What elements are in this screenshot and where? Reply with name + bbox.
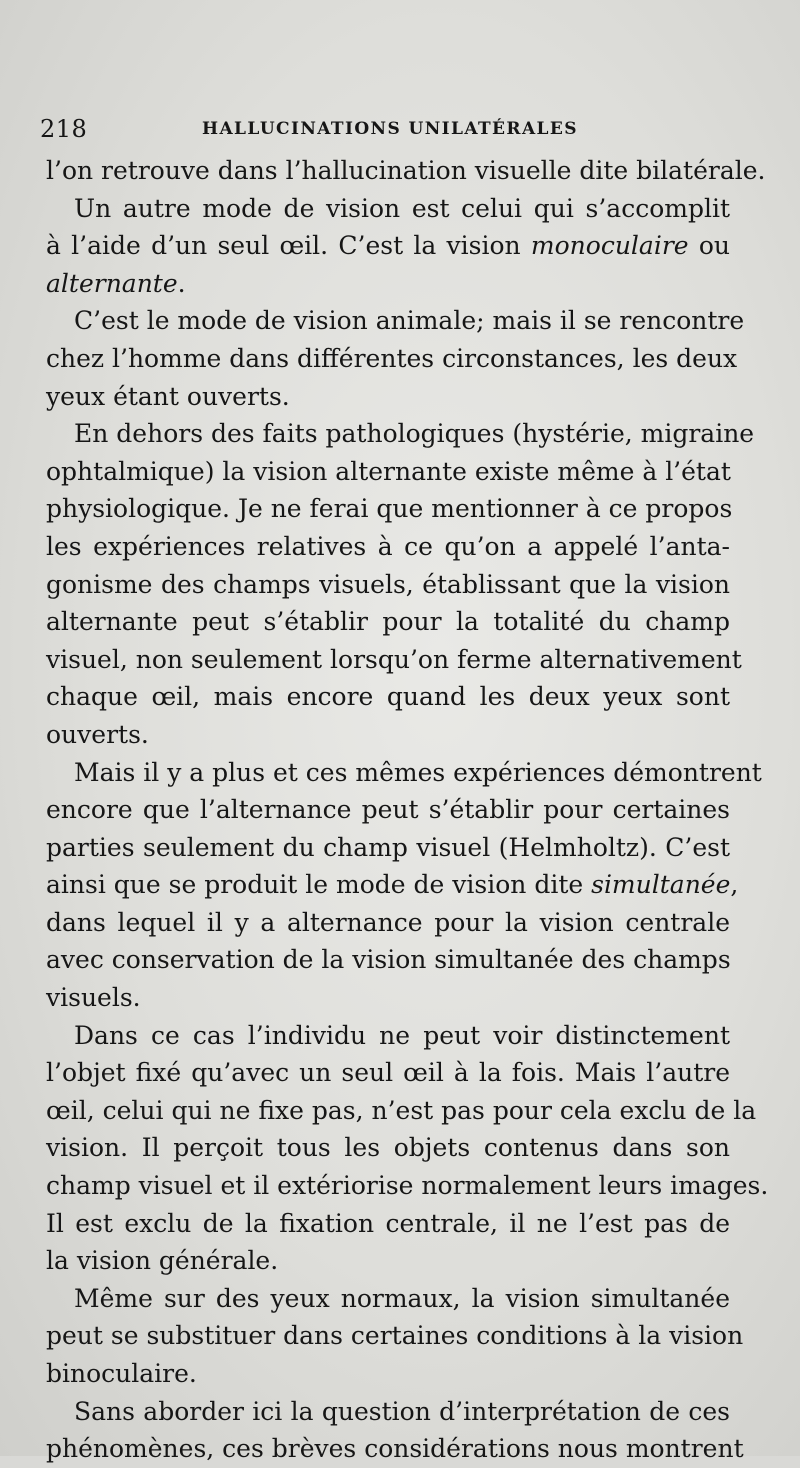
text-line-main: C’est le mode de vision animale; mais il se rencontre [74, 306, 745, 336]
text-line [46, 302, 745, 340]
page-number: 218 [40, 115, 88, 143]
text-line-main: peut se substituer dans certaines conditions à la vision [46, 1321, 744, 1351]
text-line [46, 641, 742, 679]
text-line-main: visuel, non seulement lorsqu’on ferme alternativement [46, 644, 742, 674]
text-line-main: encore que l’alternance peut s’établir pour certaines [46, 795, 730, 825]
text-line-main: champ visuel et il extériorise normalement leurs images. [46, 1171, 769, 1201]
text-line-main: l’objet fixé qu’avec un seul œil à la fois. Mais l’autre [46, 1058, 730, 1088]
text-line [46, 265, 730, 303]
text-line [46, 1205, 730, 1243]
text-line [46, 1242, 730, 1280]
text-line [46, 754, 762, 792]
text-line-main: la vision générale. [46, 1246, 279, 1276]
text-line [46, 791, 730, 829]
text-line-main: chez l’homme dans différentes circonstances, les deux [46, 343, 738, 373]
text-line [46, 1317, 744, 1355]
text-line-main: physiologique. Je ne ferai que mentionner à ce propos [46, 494, 733, 524]
text-line-main: l’on retrouve dans l’hallucination visuelle dite bilatérale. [46, 156, 766, 185]
text-line [46, 378, 730, 416]
text-line [46, 678, 730, 716]
text-line [46, 1393, 730, 1431]
body-text [46, 152, 769, 1468]
text-line [46, 904, 730, 942]
text-line-after: ou [688, 231, 730, 261]
text-line [46, 490, 733, 528]
text-line-main: yeux étant ouverts. [46, 381, 290, 411]
text-line-main: à l’aide d’un seul œil. C’est la vision [46, 231, 531, 261]
text-line-main: Sans aborder ici la question d’interprétation de ces [74, 1396, 730, 1426]
text-line-main: alternante peut s’établir pour la totalité du champ [46, 607, 730, 637]
text-line-main: binoculaire. [46, 1359, 197, 1388]
text-line-main: Il est exclu de la fixation centrale, il ne l’est pas de [46, 1208, 730, 1238]
text-line-main: ouverts. [46, 719, 149, 749]
text-line [46, 566, 730, 604]
text-line [46, 1092, 757, 1130]
text-line-italic: monoculaire [530, 231, 689, 261]
text-line [46, 528, 730, 566]
text-line [46, 1054, 730, 1092]
text-line [46, 941, 730, 979]
running-title: HALLUCINATIONS UNILATÉRALES [202, 119, 578, 139]
text-line-main: les expériences relatives à ce qu’on a appelé l’anta- [46, 531, 730, 561]
text-line-main: dans lequel il y a alternance pour la vision centrale [46, 907, 730, 937]
text-line-main: En dehors des faits pathologiques (hystérie, migraine [74, 419, 755, 449]
text-line-italic: simultanée [591, 870, 731, 900]
text-line [46, 829, 730, 867]
text-line [46, 152, 766, 190]
text-line-main: Même sur des yeux normaux, la vision simultanée [74, 1283, 730, 1313]
text-line [46, 1430, 744, 1468]
text-line-italic: alternante [46, 268, 178, 298]
text-line-main: visuels. [46, 983, 141, 1013]
text-line-main: avec conservation de la vision simultanée des champs [46, 945, 731, 975]
text-line [46, 415, 755, 453]
text-line-main: Dans ce cas l’individu ne peut voir distinctement [74, 1020, 730, 1050]
text-line [46, 453, 730, 491]
text-line [46, 190, 730, 228]
text-line [46, 227, 730, 265]
text-line-main: phénomènes, ces brèves considérations nous montrent [46, 1434, 744, 1464]
text-line-main: chaque œil, mais encore quand les deux yeux sont [46, 682, 730, 712]
text-line-after: . [177, 268, 186, 298]
text-line [46, 1167, 769, 1205]
text-line-main: Mais il y a plus et ces mêmes expériences démontrent [74, 757, 762, 787]
text-line-main: Un autre mode de vision est celui qui s’accomplit [74, 193, 730, 223]
text-line [46, 1355, 730, 1393]
text-line-main: gonisme des champs visuels, établissant que la vision [46, 569, 730, 599]
text-line-main: ophtalmique) la vision alternante existe même à l’état [46, 456, 731, 486]
text-line [46, 1280, 730, 1318]
text-line-main: œil, celui qui ne fixe pas, n’est pas pour cela exclu de la [46, 1095, 757, 1125]
page-header [40, 115, 740, 145]
text-line [46, 1129, 730, 1167]
text-line [46, 1017, 730, 1055]
text-line [46, 340, 738, 378]
text-line [46, 979, 730, 1017]
text-line-after: , [730, 870, 739, 900]
text-line-main: vision. Il perçoit tous les objets contenus dans son [46, 1133, 730, 1163]
text-line-main: parties seulement du champ visuel (Helmholtz). C’est [46, 832, 730, 862]
text-line [46, 716, 730, 754]
text-line-main: ainsi que se produit le mode de vision dite [46, 870, 592, 900]
text-line [46, 603, 730, 641]
text-line [46, 866, 739, 904]
